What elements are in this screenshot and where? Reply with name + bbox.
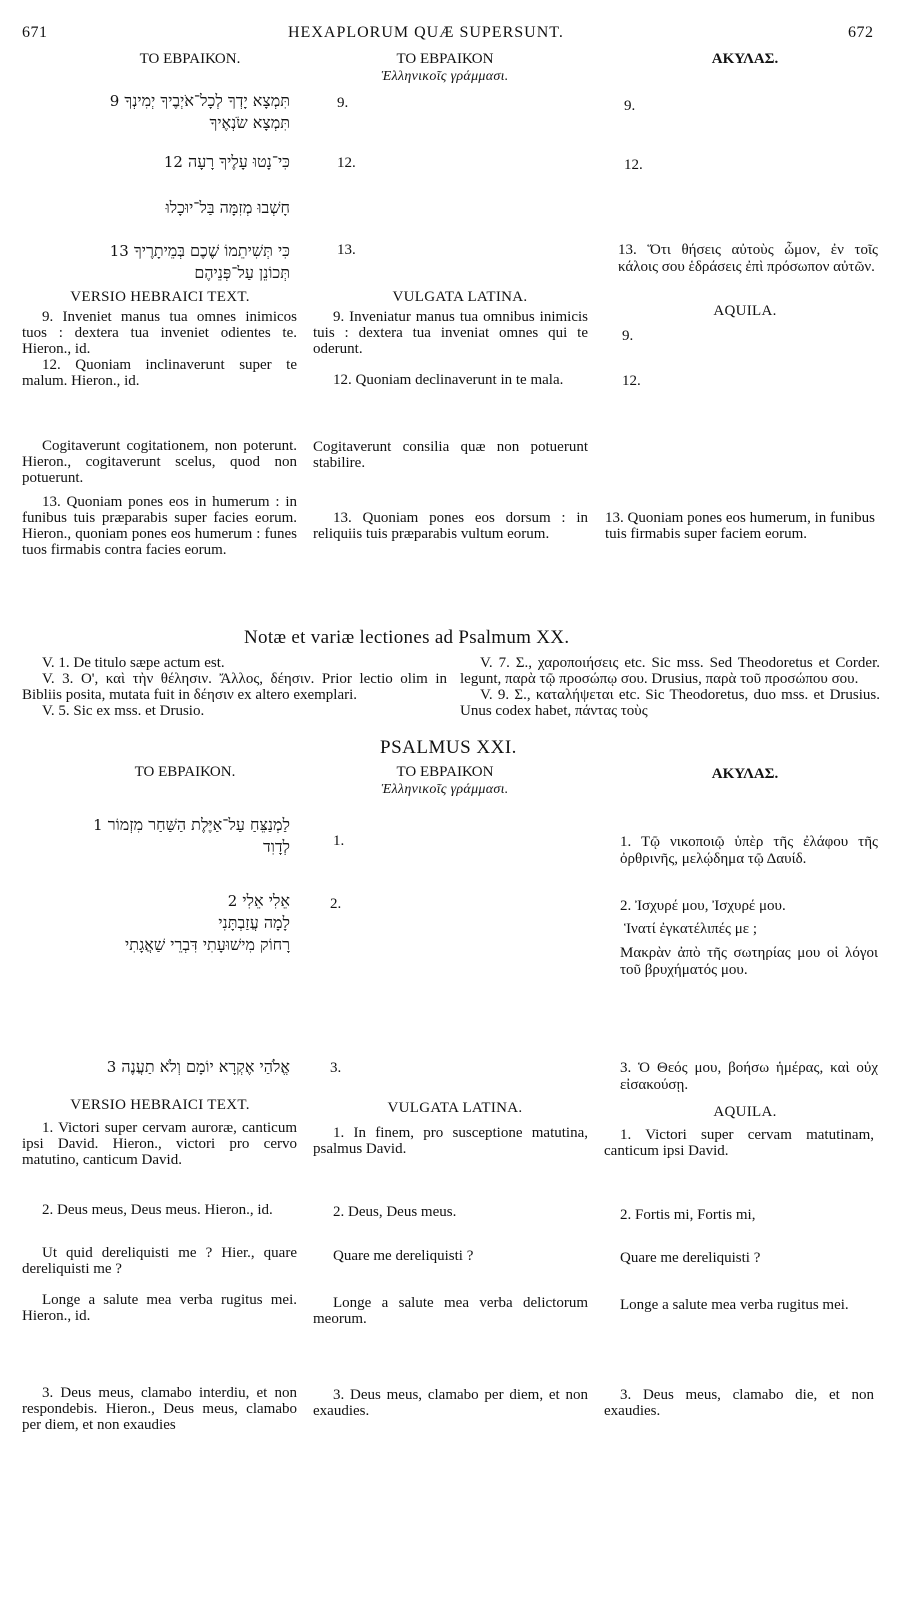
p21-vulgata-3: 3. Deus meus, clamabo per diem, et non exaudies.	[313, 1387, 588, 1419]
heading-aquila: AQUILA.	[713, 303, 777, 319]
p21-aquila-lat-3: 3. Deus meus, clamabo die, et non exaudies.	[604, 1387, 874, 1419]
hebrew-verse-9	[20, 90, 290, 134]
hebrew-text: אֵלִי אֵלִי	[242, 891, 290, 910]
p21-versio-1: 1. Victori super cervam auroræ, canticum ipsi David. Hieron., victori pro cervo matutino, canticum David.	[22, 1120, 297, 1168]
col-hebrew-title: ΤΟ ΕΒΡΑΙΚΟΝ.	[139, 51, 241, 67]
p21-vulgata-1: 1. In finem, pro susceptione matutina, psalmus David.	[313, 1125, 588, 1157]
hebrew-text-line2: לָמָה עֲזַבְתָּנִי	[218, 913, 290, 932]
p21-vulgata-2b: Quare me dereliquisti ?	[333, 1248, 474, 1264]
p21-vulgata-2c: Longe a salute mea verba delictorum meorum.	[313, 1295, 588, 1327]
translit-num-9: 9.	[337, 95, 349, 111]
vulgata-13: 13. Quoniam pones eos dorsum : in reliquiis tuis præparabis vultum eorum.	[313, 510, 588, 542]
p21-vulgata-2: 2. Deus, Deus meus.	[333, 1204, 457, 1220]
versio-cogit: Cogitaverunt cogitationem, non poterunt. Hieron., cogitaverunt scelus, quod non potuerunt.	[22, 438, 297, 486]
hebrew-text: תִּמְצָא יָדְךָ לְכָל־אֹיְבֶיךָ יְמִינְךָ	[124, 91, 290, 110]
notes-left	[22, 655, 447, 719]
note-v5: V. 5. Sic ex mss. et Drusio.	[42, 703, 205, 719]
p21-heading-versio: VERSIO HEBRAICI TEXT.	[70, 1097, 250, 1113]
p21-aquila-1: 1. Τῷ νικοποιῷ ὑπὲρ τῆς ἐλάφου τῆς ὀρθρινῆς, μελῴδημα τῷ Δαυίδ.	[620, 834, 878, 867]
page-number-left: 671	[22, 24, 48, 41]
p21-hebrew-verse-1	[20, 814, 290, 858]
versio-13: 13. Quoniam pones eos in humerum : in funibus tuis præparabis super facies eorum. Hieron., quoniam pones eos humerum : funes tuos firmabis contra facies eorum.	[22, 494, 297, 558]
col-translit-subtitle: Ἑλληνικοῖς γράμμασι.	[381, 69, 509, 84]
heading-vulgata: VULGATA LATINA.	[392, 289, 528, 305]
p21-hebrew-verse-3	[20, 1056, 290, 1078]
p21-versio-3: 3. Deus meus, clamabo interdiu, et non respondebis. Hieron., Deus meus, clamabo per diem, et non exaudies	[22, 1385, 297, 1433]
hebrew-text-line3: רָחוֹק מִישׁוּעָתִי דִּבְרֵי שַׁאֲגָתִי	[125, 935, 290, 954]
verse-number: 1	[93, 816, 103, 834]
verse-number: 12	[163, 153, 183, 171]
verse-number: 9	[109, 92, 120, 110]
hebrew-text: אֱלֹהַי אֶקְרָא יוֹמָם וְלֹא תַעֲנֶה	[121, 1057, 290, 1076]
notes-title: Notæ et variæ lectiones ad Psalmum XX.	[244, 627, 570, 648]
running-title: HEXAPLORUM QUÆ SUPERSUNT.	[288, 24, 564, 41]
psalm-title: PSALMUS XXI.	[380, 737, 517, 758]
hebrew-text-line2: תְּכוֹנֵן עַל־פְּנֵיהֶם	[194, 263, 290, 282]
p21-col-hebrew-title: ΤΟ ΕΒΡΑΙΚΟΝ.	[134, 764, 236, 780]
hebrew-verse-12b: חָשְׁבוּ מְזִמָּה בַּל־יוּכָלוּ	[165, 198, 290, 217]
col-translit-title	[345, 50, 545, 86]
note-v9: V. 9. Σ., καταλήψεται etc. Sic Theodoretus, duo mss. et Drusius. Unus codex habet, πάντας τοὺς	[460, 687, 880, 719]
p21-aquila-lat-2c: Longe a salute mea verba rugitus mei.	[620, 1297, 849, 1313]
verse-number: 2	[227, 892, 238, 910]
translit-num-13: 13.	[337, 242, 356, 258]
vulgata-9: 9. Inveniatur manus tua omnibus inimicis tuis : dextera tua inveniat omnes qui te oderunt.	[313, 309, 588, 357]
p21-aquila-lat-2b: Quare me dereliquisti ?	[620, 1250, 761, 1266]
col-translit-title-text: ΤΟ ΕΒΡΑΙΚΟΝ	[396, 51, 494, 67]
p21-aquila-2b: Ἱνατί ἐγκατέλιπές με ;	[624, 921, 757, 937]
hebrew-text-line2: תִּמְצָא שֹׂנְאֶיךָ	[209, 113, 290, 132]
versio-12: 12. Quoniam inclinaverunt super te malum. Hieron., id.	[22, 357, 297, 389]
versio-9: 9. Inveniet manus tua omnes inimicos tuos : dextera tua inveniet odientes te. Hieron., id.	[22, 309, 297, 357]
vulgata-cogit: Cogitaverunt consilia quæ non potuerunt stabilire.	[313, 439, 588, 471]
hebrew-text-line2: לְדָוִד	[263, 837, 290, 856]
p21-col-translit-title	[345, 763, 545, 799]
p21-translit-num-2: 2.	[330, 896, 342, 912]
p21-aquila-2c: Μακρὰν ἀπὸ τῆς σωτηρίας μου οἱ λόγοι τοῦ βρυχήματός μου.	[620, 945, 878, 978]
notes-right	[460, 655, 880, 719]
heading-versio: VERSIO HEBRAICI TEXT.	[70, 289, 250, 305]
p21-col-translit-title-text: ΤΟ ΕΒΡΑΙΚΟΝ	[396, 764, 494, 780]
p21-aquila-3: 3. Ὁ Θεός μου, βοήσω ἡμέρας, καὶ οὐχ εἰσακούσῃ.	[620, 1060, 878, 1093]
p21-aquila-lat-1: 1. Victori super cervam matutinam, canticum ipsi David.	[604, 1127, 874, 1159]
p21-col-translit-subtitle: Ἑλληνικοῖς γράμμασι.	[381, 782, 509, 797]
p21-aquila-2: 2. Ἰσχυρέ μου, Ἰσχυρέ μου.	[620, 898, 786, 914]
note-v7: V. 7. Σ., χαροποιήσεις etc. Sic mss. Sed Theodoretus et Corder. legunt, παρὰ τῷ προσώπῳ σου. Drusius, παρὰ τοῦ προσώπου σου.	[460, 655, 880, 687]
aquila-lat-13: 13. Quoniam pones eos humerum, in funibus tuis firmabis super faciem eorum.	[605, 510, 875, 542]
p21-translit-num-3: 3.	[330, 1060, 342, 1076]
aquila-lat-9: 9.	[622, 328, 634, 344]
aquila-num-12: 12.	[624, 157, 643, 173]
hebrew-text: כִּי־נָטוּ עָלֶיךָ רָעָה	[188, 152, 290, 171]
verse-number: 13	[109, 242, 129, 260]
translit-num-12: 12.	[337, 155, 356, 171]
p21-aquila-lat-2: 2. Fortis mi, Fortis mi,	[620, 1207, 756, 1223]
aquila-greek-13: 13. Ὅτι θήσεις αὐτοὺς ὦμον, ἐν τοῖς κάλοις σου ἑδράσεις ἐπὶ πρόσωπον αὐτῶν.	[618, 242, 878, 275]
verse-number: 3	[106, 1058, 117, 1076]
p21-hebrew-verse-2	[20, 890, 290, 956]
p21-versio-2: 2. Deus meus, Deus meus. Hieron., id.	[42, 1202, 273, 1218]
p21-versio-2c: Longe a salute mea verba rugitus mei. Hieron., id.	[22, 1292, 297, 1324]
p21-col-aquila-title: ΑΚΥΛΑΣ.	[711, 766, 779, 782]
hebrew-text: לַמְנַצֵּחַ עַל־אַיֶּלֶת הַשַּׁחַר מִזְמוֹר	[107, 815, 290, 834]
p21-heading-aquila: AQUILA.	[713, 1104, 777, 1120]
vulgata-12: 12. Quoniam declinaverunt in te mala.	[333, 372, 564, 388]
hebrew-verse-13	[20, 240, 290, 284]
aquila-num-9: 9.	[624, 98, 636, 114]
note-v1: V. 1. De titulo sæpe actum est.	[42, 655, 225, 671]
note-v3: V. 3. Ο', καὶ τὴν θέλησιν. Ἄλλος, δέησιν. Prior lectio olim in Bibliis posita, mutata fuit in δέησιν ex altero exemplari.	[22, 671, 447, 703]
col-aquila-title: ΑΚΥΛΑΣ.	[711, 51, 779, 67]
hebrew-verse-12	[20, 151, 290, 173]
p21-translit-num-1: 1.	[333, 833, 345, 849]
p21-heading-vulgata: VULGATA LATINA.	[387, 1100, 523, 1116]
hebrew-text: כִּי תְּשִׁיתֵמוֹ שֶׁכֶם בְּמֵיתָרֶיךָ	[133, 241, 290, 260]
aquila-lat-12: 12.	[622, 373, 641, 389]
page-number-right: 672	[848, 24, 874, 41]
p21-versio-2b: Ut quid dereliquisti me ? Hier., quare dereliquisti me ?	[22, 1245, 297, 1277]
